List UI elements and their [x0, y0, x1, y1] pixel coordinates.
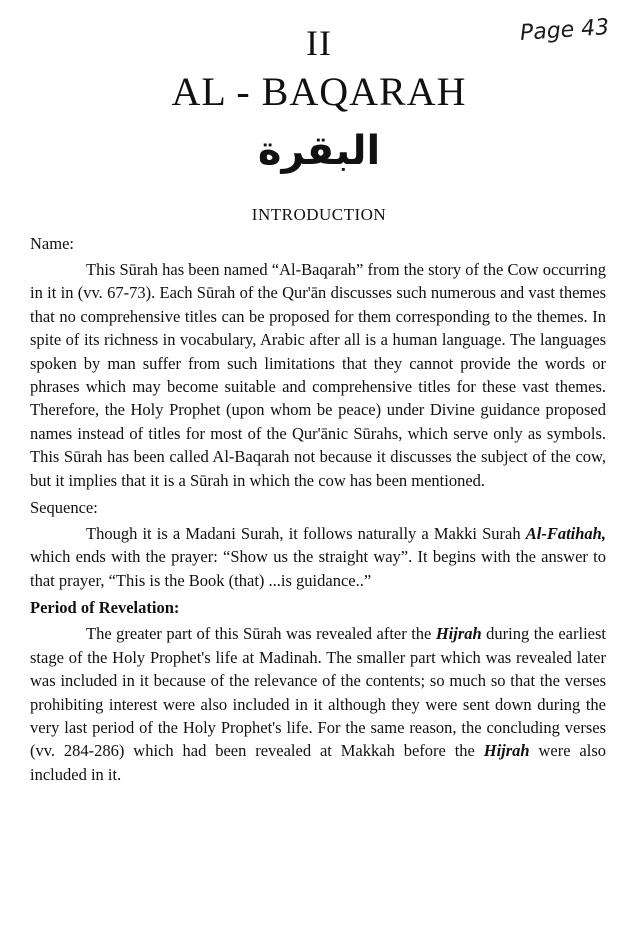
introduction-heading: INTRODUCTION [251, 205, 387, 224]
name-section-heading: Name: [30, 234, 74, 253]
sequence-italic-term: Al-Fatihah, [525, 524, 606, 544]
period-section-text [30, 622, 606, 786]
period-section-heading: Period of Revelation: [30, 598, 180, 618]
arabic-calligraphy-title: البقرة [257, 128, 381, 174]
chapter-number: II [306, 23, 332, 63]
period-italic-term: Hijrah [483, 741, 530, 761]
surah-title: AL - BAQARAH [171, 69, 467, 114]
period-italic-term: Hijrah [435, 624, 482, 644]
sequence-section-text [30, 522, 606, 592]
name-section-text: This Sūrah has been named “Al-Baqarah” from the story of the Cow occurring in it in (vv. 67-73). Each Sūrah of the Qur'ān discusses such numerous and vast themes that no comprehensive titles can be proposed for them corresponding to the themes. In spite of its richness in vocabulary, Arabic after all is a human language. The languages spoken by man suffer from such limitations that they cannot provide the words or phrases which may become suitable and comprehensive titles for these vast themes. Therefore, the Holy Prophet (upon whom be peace) under Divine guidance proposed names instead of titles for most of the Qur'ānic Sūrahs, which serve only as symbols. This Sūrah has been called Al-Baqarah not because it discusses the subject of the cow, but it implies that it is a Sūrah in which the cow has been mentioned. [30, 260, 606, 490]
sequence-text-part: which ends with the prayer: “Show us the straight way”. It begins with the answer to that prayer, “This is the Book (that) ...is guidance..” [30, 547, 606, 590]
document-body [30, 232, 606, 790]
sequence-text-part: Though it is a Madani Surah, it follows naturally a Makki Surah [86, 524, 526, 544]
period-text-part: were also included in it. [30, 741, 606, 784]
period-text-part: during the earliest stage of the Holy Prophet's life at Madinah. The smaller part which was revealed later was included in it because of the relevance of the contents; so much so that the verses prohibiting interest were also included in it although they were sent down during the very last period of the Holy Prophet's life. For the same reason, the concluding verses (vv. 284-286) which had been revealed at Makkah before the [30, 624, 606, 761]
sequence-section-heading: Sequence: [30, 498, 98, 518]
period-text-part: The greater part of this Sūrah was revealed after the [86, 624, 436, 644]
page-number-annotation: Page 43 [519, 14, 611, 47]
